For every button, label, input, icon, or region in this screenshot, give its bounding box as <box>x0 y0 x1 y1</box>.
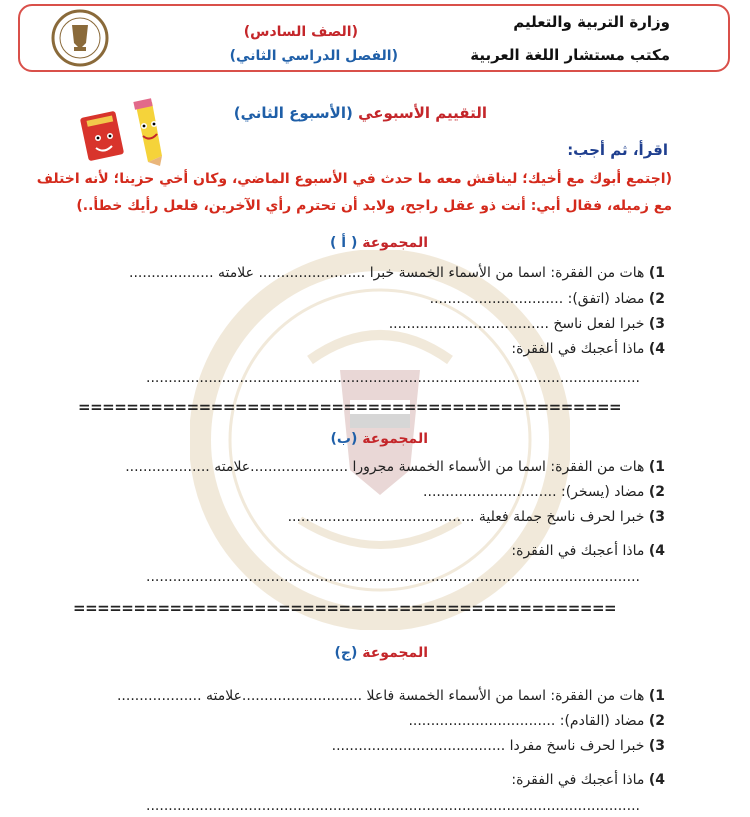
group-b-question-3: 3) خبرا لحرف ناسخ جملة فعلية .......................................... <box>287 509 665 525</box>
passage-line-2: مع زميله، فقال أبي: أنت ذو عقل راجح، ولابد أن تحترم رأي الآخرين، فلعل رأيك خطأ..) <box>76 198 672 214</box>
group-b-answer-line[interactable]: ............................................................................................................... <box>146 569 640 585</box>
group-b-question-1: 1) هات من الفقرة: اسما من الأسماء الخمسة مجرورا ......................علامته ................... <box>125 459 665 475</box>
group-c-question-2: 2) مضاد (القادم): ................................. <box>408 713 665 729</box>
grade-label: (الصف السادس) <box>243 24 358 40</box>
ministry-name: وزارة التربية والتعليم <box>513 13 670 31</box>
group-c-question-3: 3) خبرا لحرف ناسخ مفردا ....................................... <box>331 738 665 754</box>
group-c-answer-line[interactable]: ............................................................................................................... <box>146 798 640 814</box>
title-sub: (الأسبوع الثاني) <box>233 104 353 122</box>
group-a-question-1: 1) هات من الفقرة: اسما من الأسماء الخمسة خبرا ........................ علامته ................... <box>129 265 665 281</box>
book-pencil-cartoon-icon <box>80 96 168 168</box>
group-b-question-2: 2) مضاد (يسخر): .............................. <box>423 484 665 500</box>
group-a-question-3: 3) خبرا لفعل ناسخ .................................... <box>388 316 665 332</box>
group-a-heading: المجموعة ( أ ) <box>330 235 428 251</box>
group-b-question-4: 4) ماذا أعجبك في الفقرة: <box>511 543 665 559</box>
separator-2: ============================================= <box>73 599 617 617</box>
office-name: مكتب مستشار اللغة العربية <box>470 46 670 64</box>
group-b-heading: المجموعة (ب) <box>330 431 428 447</box>
page-title <box>234 104 487 122</box>
ministry-logo-icon <box>50 9 110 67</box>
group-a-answer-line[interactable]: ............................................................................................................... <box>146 370 640 386</box>
passage-line-1: (اجتمع أبوك مع أخيك؛ ليناقش معه ما حدث في الأسبوع الماضي، وكان أخي حزينا؛ لأنه اختلف <box>36 171 672 187</box>
separator-1: ============================================= <box>78 398 622 416</box>
title-main: التقييم الأسبوعي <box>358 104 487 122</box>
group-c-question-4: 4) ماذا أعجبك في الفقرة: <box>511 772 665 788</box>
instruction: اقرأ، ثم أجب: <box>567 141 668 159</box>
group-c-heading: المجموعة (ج) <box>334 645 428 661</box>
group-a-question-2: 2) مضاد (اتفق): .............................. <box>429 291 665 307</box>
group-a-question-4: 4) ماذا أعجبك في الفقرة: <box>511 341 665 357</box>
term-label: (الفصل الدراسي الثاني) <box>229 48 398 64</box>
group-c-question-1: 1) هات من الفقرة: اسما من الأسماء الخمسة فاعلا ...........................علامته ................... <box>116 688 665 704</box>
